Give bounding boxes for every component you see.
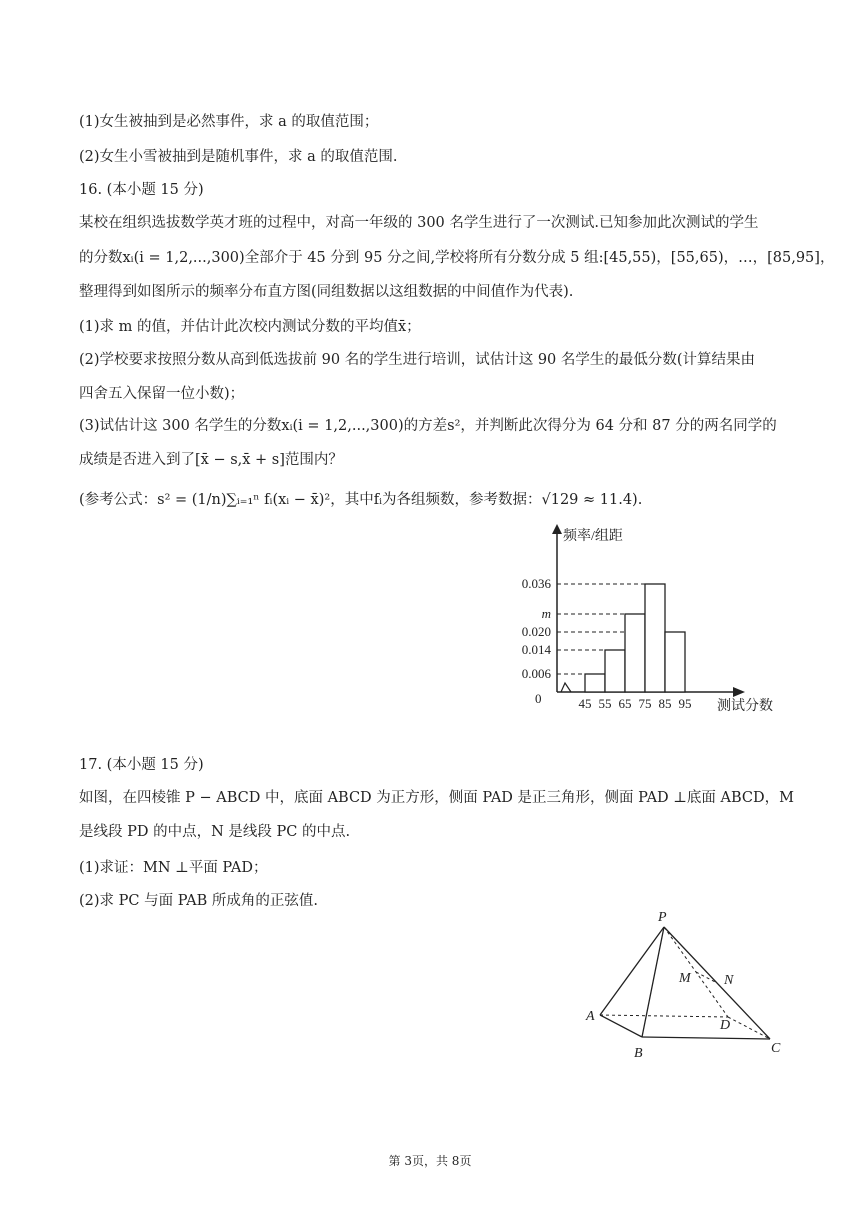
edge-AD-hidden: [600, 1015, 728, 1017]
q16-paragraph-1: 某校在组织选拔数学英才班的过程中，对高一年级的 300 名学生进行了一次测试.已知参加此次测试的学生: [79, 215, 759, 231]
x-tick-label: 65: [618, 696, 632, 711]
q16-header: 16. (本小题 15 分): [79, 182, 204, 198]
x-tick-label: 45: [578, 696, 592, 711]
pyramid-figure: [580, 905, 800, 1065]
page-footer: 第 3页，共 8页: [388, 1154, 472, 1168]
label-C: C: [771, 1041, 781, 1056]
q16-reference: (参考公式：s² = (1/n)∑ᵢ₌₁ⁿ fᵢ(xᵢ − x̄)²，其中fᵢ为各组频数，参考数据：√129 ≈ 11.4).: [79, 492, 643, 508]
histogram-bar: [605, 650, 625, 692]
segment-MN-hidden: [696, 972, 717, 983]
q15-part2: (2)女生小雪被抽到是随机事件，求 a 的取值范围.: [79, 149, 398, 165]
edge-PB: [642, 927, 664, 1037]
y-tick-label: 0.020: [521, 624, 551, 639]
edge-BC: [642, 1037, 770, 1039]
label-N: N: [724, 973, 734, 988]
q16-question-1: (1)求 m 的值，并估计此次校内测试分数的平均值x̄；: [79, 319, 421, 335]
x-tick-label: 75: [638, 696, 652, 711]
q16-question-3a: (3)试估计这 300 名学生的分数xᵢ(i = 1,2,...,300)的方差s²，并判断此次得分为 64 分和 87 分的两名同学的: [79, 418, 777, 434]
label-M: M: [679, 971, 691, 986]
q16-question-3b: 成绩是否进入到了[x̄ − s,x̄ + s]范围内？: [79, 452, 343, 468]
label-D: D: [720, 1018, 731, 1033]
y-tick-label: m: [541, 606, 551, 621]
y-tick-label: 0.014: [521, 642, 551, 657]
histogram-bar: [645, 584, 665, 692]
x-tick-label: 95: [678, 696, 692, 711]
q17-question-1: (1)求证：MN ⊥平面 PAD；: [79, 860, 268, 876]
label-A: A: [586, 1009, 595, 1024]
x-tick-label: 55: [598, 696, 612, 711]
edge-PA: [600, 927, 664, 1015]
q17-paragraph-2: 是线段 PD 的中点，N 是线段 PC 的中点.: [79, 824, 351, 840]
histogram-bar: [625, 614, 645, 692]
q16-question-2b: 四舍五入保留一位小数)；: [79, 386, 245, 402]
origin-label: 0: [535, 691, 542, 706]
q16-paragraph-3: 整理得到如图所示的频率分布直方图(同组数据以这组数据的中间值作为代表).: [79, 284, 574, 300]
histogram-bar: [665, 632, 685, 692]
y-tick-label: 0.036: [521, 576, 551, 591]
axis-break: [561, 683, 571, 692]
x-axis-title: 测试分数: [717, 699, 773, 714]
edge-DC-hidden: [728, 1017, 770, 1039]
y-axis-title: 频率/组距: [563, 529, 623, 544]
q15-part1: (1)女生被抽到是必然事件，求 a 的取值范围；: [79, 114, 379, 130]
x-tick-label: 85: [658, 696, 672, 711]
histogram-bar: [585, 674, 605, 692]
label-P: P: [658, 910, 667, 925]
y-axis-arrow: [552, 524, 562, 534]
q16-question-2a: (2)学校要求按照分数从高到低选拔前 90 名的学生进行培训，试估计这 90 名学生的最低分数(计算结果由: [79, 352, 756, 368]
q16-paragraph-2: 的分数xᵢ(i = 1,2,...,300)全部介于 45 分到 95 分之间,学校将所有分数分成 5 组:[45,55)，[55,65)，…，[85,95]，: [79, 250, 835, 266]
label-B: B: [634, 1046, 643, 1061]
q17-header: 17. (本小题 15 分): [79, 757, 204, 773]
edge-AB: [600, 1015, 642, 1037]
q17-paragraph-1: 如图，在四棱锥 P − ABCD 中，底面 ABCD 为正方形，侧面 PAD 是正三角形，侧面 PAD ⊥底面 ABCD，M: [79, 790, 794, 806]
x-axis-arrow: [733, 687, 745, 697]
frequency-histogram: [505, 520, 795, 720]
q17-question-2: (2)求 PC 与面 PAB 所成角的正弦值.: [79, 893, 318, 909]
y-tick-label: 0.006: [521, 666, 551, 681]
